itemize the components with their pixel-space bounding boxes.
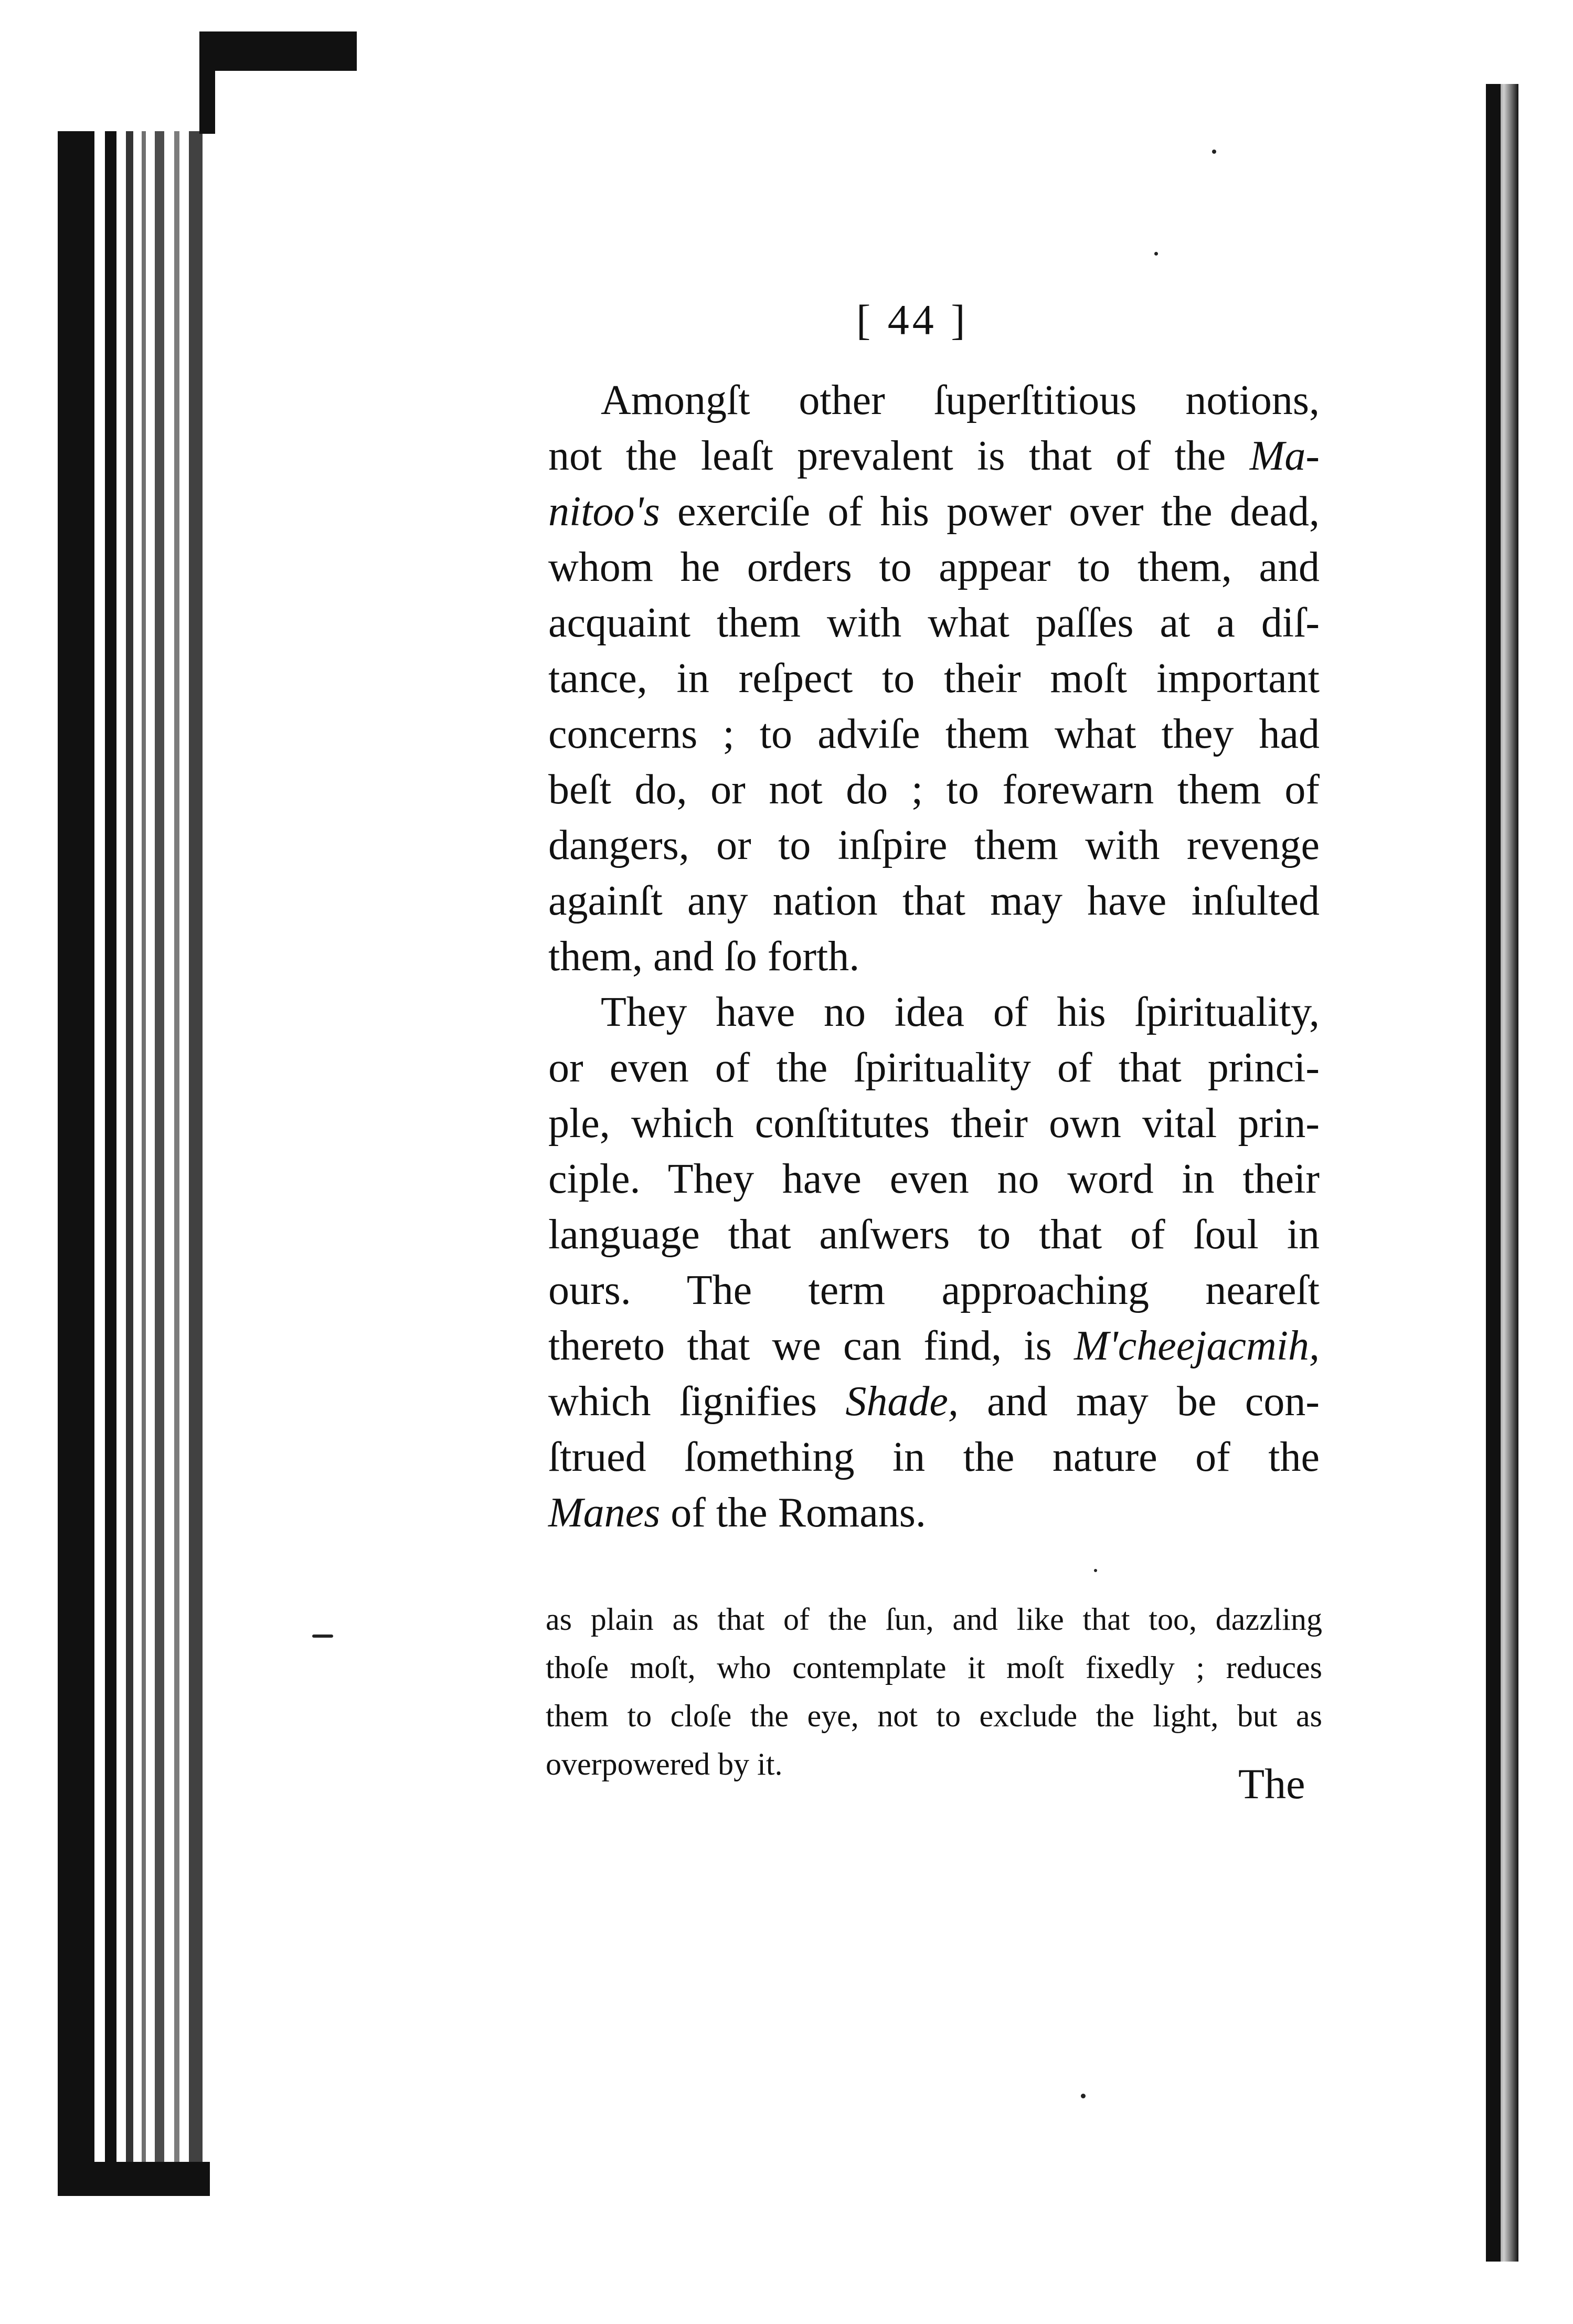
text-line: ours. The term approaching neareſt: [548, 1267, 1320, 1313]
text-line: which ſignifies Shade, and may be con-: [548, 1378, 1320, 1425]
text-line: nitoo's exerciſe of his power over the dead,: [548, 489, 1320, 535]
scan-blot-top: [199, 31, 357, 71]
scan-edge-right-dark: [1486, 84, 1501, 2262]
scan-blot-bottom: [58, 2162, 210, 2196]
footnote: [546, 1595, 1322, 1788]
scan-speck: [1094, 1569, 1097, 1572]
text-line: thereto that we can find, is M'cheejacmih,: [548, 1323, 1320, 1369]
scan-speck: [1154, 252, 1158, 256]
text-line: them, and ſo forth.: [548, 933, 860, 980]
footnote-line: thoſe moſt, who contemplate it moſt fixedly ; reduces: [546, 1650, 1322, 1685]
scan-mark: [312, 1635, 333, 1638]
footnote-line: overpowered by it.: [546, 1747, 783, 1781]
text-line: ple, which conſtitutes their own vital prin-: [548, 1100, 1320, 1147]
catchword: The: [1238, 1760, 1305, 1808]
text-line: They have no idea of his ſpirituality,: [601, 989, 1320, 1035]
text-line: ciple. They have even no word in their: [548, 1156, 1320, 1202]
scan-blot-top-stub: [199, 71, 215, 134]
text-line: not the leaſt prevalent is that of the Ma-: [548, 433, 1320, 479]
text-line: language that anſwers to that of ſoul in: [548, 1212, 1320, 1258]
text-line: beſt do, or not do ; to forewarn them of: [548, 767, 1320, 813]
text-line: acquaint them with what paſſes at a diſ-: [548, 600, 1320, 646]
text-line: whom he orders to appear to them, and: [548, 544, 1320, 590]
scan-speck: [1212, 150, 1216, 154]
text-line: tance, in reſpect to their moſt important: [548, 655, 1320, 702]
scan-edge-left: [58, 131, 215, 2188]
text-line: dangers, or to inſpire them with revenge: [548, 822, 1320, 868]
footnote-line: them to cloſe the eye, not to exclude the light, but as: [546, 1699, 1322, 1733]
text-line: concerns ; to adviſe them what they had: [548, 711, 1320, 757]
text-line: ſtrued ſomething in the nature of the: [548, 1434, 1320, 1480]
scan-speck: [1081, 2094, 1086, 2098]
text-line: or even of the ſpirituality of that princi-: [548, 1045, 1320, 1091]
body-text: [548, 373, 1320, 1541]
text-line: Manes of the Romans.: [548, 1490, 926, 1536]
text-line: againſt any nation that may have inſulted: [548, 878, 1320, 924]
text-line: Amongſt other ſuperſtitious notions,: [601, 377, 1320, 423]
footnote-line: as plain as that of the ſun, and like that too, dazzling: [546, 1602, 1322, 1637]
page-number: [ 44 ]: [856, 296, 969, 344]
